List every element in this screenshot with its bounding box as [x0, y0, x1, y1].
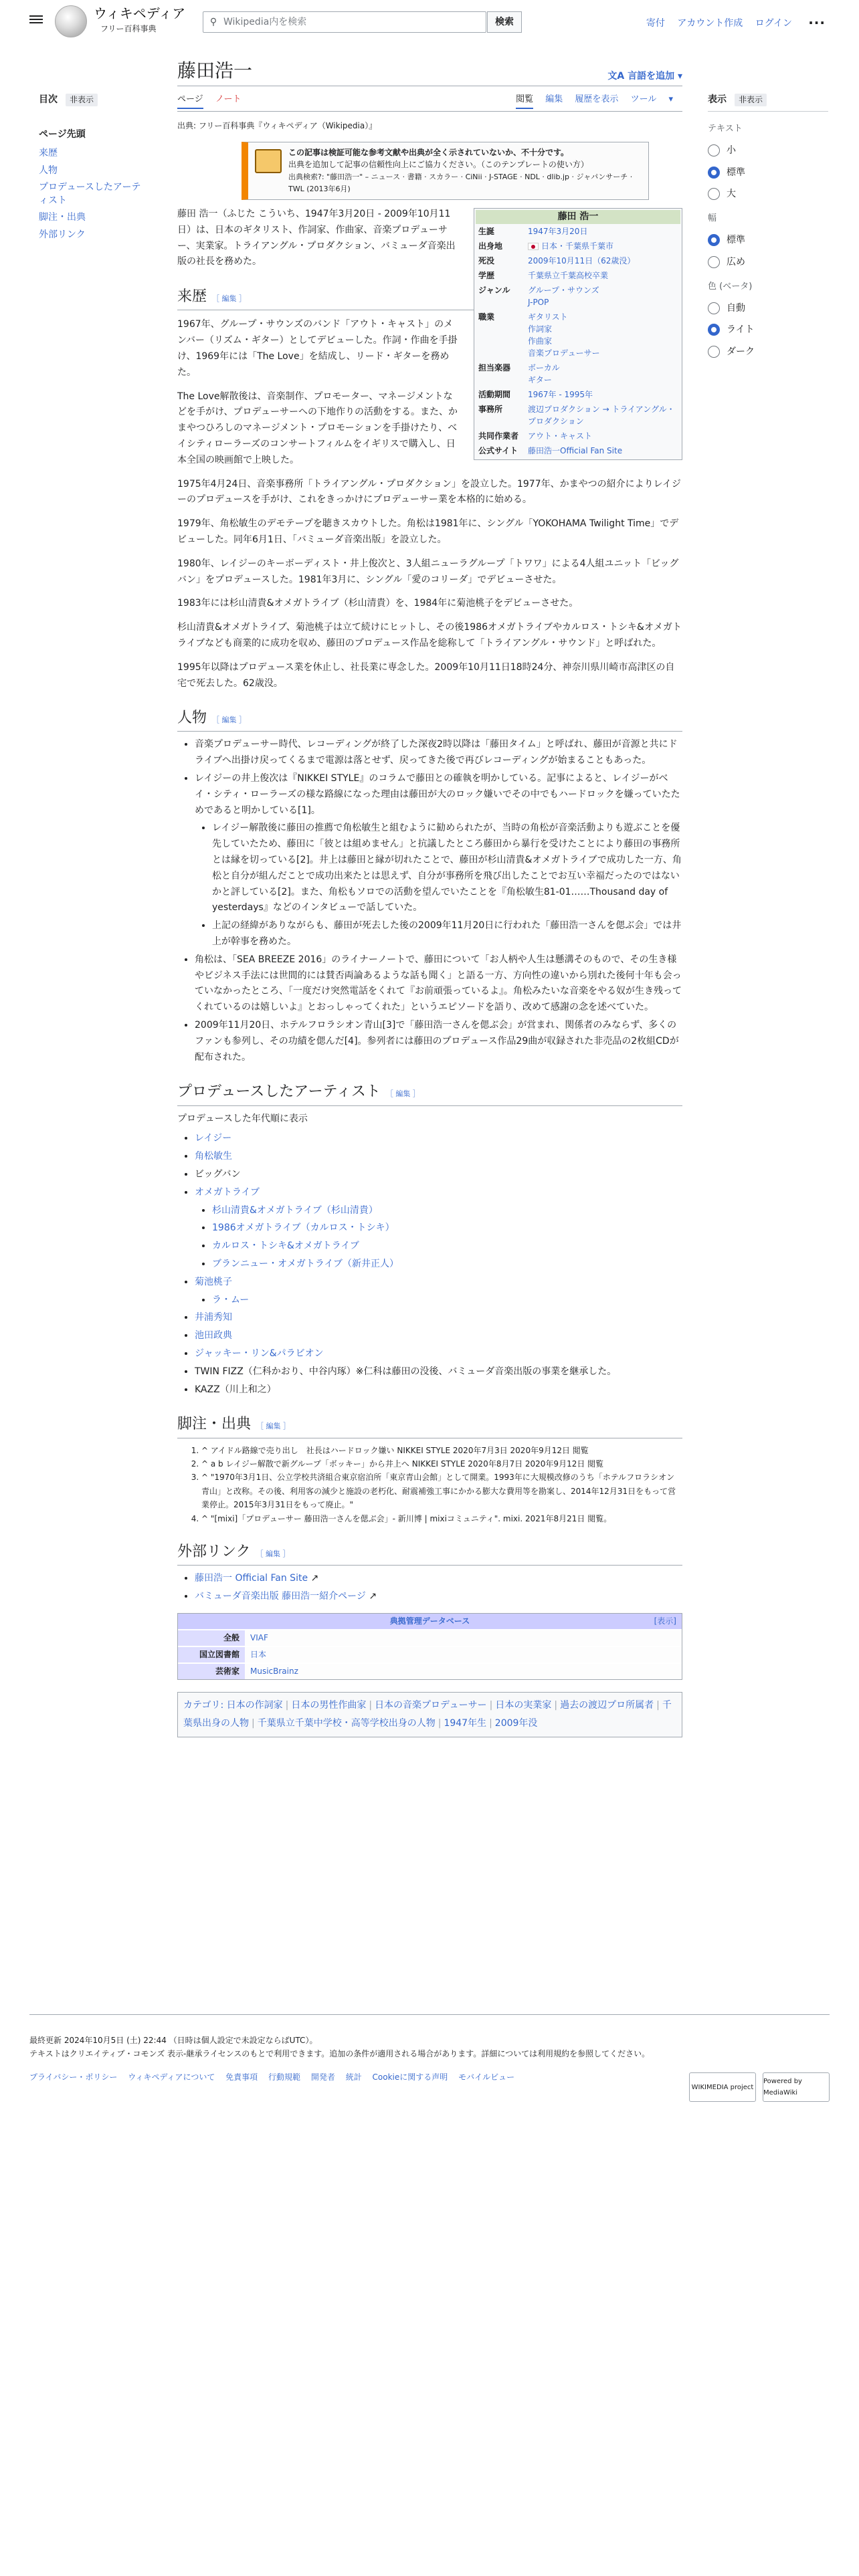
external-links-list: • 藤田浩一 Official Fan Site ↗ • バミューダ音楽出版 藤田浩一紹介ページ ↗ [195, 1571, 682, 1605]
reference-item: 3. ^ "1970年3月1日、公立学校共済組合東京宿泊所「東京青山会館」として開業。1993年に大規模改修のうち「ホテルフロラシオン青山」と改称。その後、利用客の減少と施設の老朽化、耐震補強工事にかかる膨大な費用等を勘案し、2014年12月31日をもって営業停止。2015年3月31日をもって廃止。" [201, 1471, 682, 1511]
category-link[interactable]: 過去の渡辺プロ所属者 [560, 1700, 654, 1711]
artist-link[interactable]: レイジー [195, 1133, 232, 1144]
artist-link[interactable]: ラ・ムー [212, 1294, 250, 1305]
authority-key: 全般 [178, 1630, 245, 1646]
section-heading-refs: 脚注・出典 ［ 編集 ］ [177, 1412, 682, 1438]
footer-link[interactable]: ウィキペディアについて [128, 2072, 215, 2082]
warning-sub-text: 出典を追加して記事の信頼性向上にご協力ください。（このテンプレートの使い方） [288, 159, 589, 169]
article-content [177, 59, 682, 1737]
category-link[interactable]: 日本の作詞家 [226, 1700, 283, 1711]
appearance-panel [708, 92, 828, 366]
infobox-value[interactable]: 1947年3月20日 [528, 226, 588, 236]
search-placeholder: Wikipedia内を検索 [223, 16, 307, 27]
wikipedia-logo-icon[interactable] [55, 5, 87, 37]
artists-note: プロデュースした年代順に表示 [177, 1113, 308, 1124]
tab-tools[interactable]: ツール ▾ [630, 94, 673, 104]
toc-item[interactable]: 来歴 [39, 147, 58, 158]
infobox-row [476, 443, 680, 458]
list-item: • レイジー解散後に藤田の推薦で角松敏生と組むように勧められたが、当時の角松が音楽活動よりも遊ぶことを優先していたため、藤田に「彼とは組めません」と抗議したところ藤田から暴行を受けたことにより藤田の事務所とは縁を切っている[2]。井上は藤田と縁が切れたことで、藤田が杉山清貴&オメガトライブで成功した一方、角松と自分が組んだことで成功出来たとは思えず、自分が事務所を飛び出したことでお互い幸福だったのではないかと評している[2]。また、角松もソロでの活動を望んでいたことを『角松敏生81-01……Thousand day of yesterdays』などのインタビューで話していた。 [212, 821, 682, 916]
toc-title: 目次 [39, 94, 58, 105]
source-note: 出典: フリー百科事典『ウィキペディア（Wikipedia）』 [177, 120, 377, 130]
tab-read[interactable]: 閲覧 [516, 94, 533, 109]
category-link[interactable]: 2009年没 [494, 1718, 538, 1729]
infobox-row [476, 283, 680, 310]
history-paragraph: 杉山清貴&オメガトライブ、菊池桃子は立て続けにヒットし、その後1986オメガトライブやカルロス・トシキ&オメガトライブなども商業的に成功を収め、藤田のプロデュース作品を総称して「トライアングル・サウンド」と呼ばれた。 [177, 622, 682, 649]
list-item: • レイジーの井上俊次は『NIKKEI STYLE』のコラムで藤田との確執を明かしている。記事によると、レイジーがベイ・シティ・ローラーズの様な路線になった理由は藤田が大のロック嫌いでその中でもハードロックを嫌っていたためであると明かしている[1]。 • レイジー解散後に藤田の推薦で角松敏生と組むように勧められたが、当時の角松が音楽活動よりも遊ぶことを優先していたため、藤田に「彼とは組めません」と抗議したところ藤田から暴行を受けたことにより藤田の事務所とは縁を切っている[2]。井上は藤田と縁が切れたことで、藤田が杉山清貴&オメガトライブで成功した一方、角松と自分が組んだことで成功出来たとは思えず、自分が事務所を飛び出したことでお互い幸福だったのではないかと評している[2]。また、角松もソロでの活動を望んでいたことを『角松敏生81-01……Thousand day of yesterdays』などのインタビューで話していた。 • 上記の経緯がありながらも、藤田が死去した後の2009年11月20日に行われた「藤田浩一さんを偲ぶ会」では井上が幹事を務めた。 [195, 771, 682, 950]
history-paragraph: 1995年以降はプロデュース業を休止し、社長業に専念した。2009年10月11日18時24分、神奈川県川崎市高津区の自宅で死去した。62歳没。 [177, 661, 675, 689]
edit-section-link[interactable]: ［ 編集 ］ [256, 1422, 291, 1431]
artist-link[interactable]: ジャッキー・リン&パラビオン [195, 1348, 324, 1359]
table-of-contents [39, 92, 146, 246]
edit-section-link[interactable]: ［ 編集 ］ [385, 1089, 420, 1099]
artist-item: • TWIN FIZZ（仁科かおり、中谷内琢）※仁科は藤田の没後、バミューダ音楽出版の事業を継承した。 [195, 1364, 682, 1380]
panel-title: 表示 [708, 94, 727, 105]
donate-link[interactable]: 寄付 [646, 18, 665, 29]
site-header [0, 0, 859, 44]
main-menu-icon[interactable] [29, 13, 43, 25]
width-wide-radio[interactable]: 広め [708, 255, 828, 270]
infobox-key: 生誕 [478, 226, 495, 236]
history-paragraph: 1967年、グループ・サウンズのバンド「アウト・キャスト」のメンバー（リズム・ギター）としてデビューした。作詞・作曲を手掛け、1969年には「The Love」を結成し、リード・ギターを務めた。 [177, 319, 458, 378]
infobox-value[interactable]: アウト・キャスト [528, 431, 593, 441]
add-language-button[interactable]: 文A 言語を追加 ▾ [607, 71, 682, 82]
citation-warning-box [242, 142, 649, 200]
toc-item[interactable]: 外部リンク [39, 229, 86, 240]
authority-key: 国立図書館 [178, 1646, 245, 1663]
infobox-row [476, 360, 680, 387]
artist-link[interactable]: オメガトライブ [195, 1186, 260, 1198]
infobox-key: 出身地 [478, 241, 503, 251]
toc-top-link[interactable]: ページ先頭 [39, 129, 86, 140]
search-icon: ⚲ [209, 16, 217, 27]
infobox-key: 死没 [478, 255, 495, 265]
personal-tools [637, 16, 792, 31]
infobox [474, 208, 682, 460]
text-large-radio[interactable]: 大 [708, 187, 828, 201]
toc-item[interactable]: 人物 [39, 165, 58, 176]
login-link[interactable]: ログイン [755, 18, 792, 29]
page-title: 藤田浩一 文A 言語を追加 ▾ [177, 59, 682, 86]
warning-main-text: この記事は検証可能な参考文献や出典が全く示されていないか、不十分です。 [288, 147, 569, 157]
infobox-row [476, 268, 680, 283]
category-link[interactable]: 1947年生 [444, 1718, 487, 1729]
category-box: カテゴリ: 日本の作詞家 | 日本の男性作曲家 | 日本の音楽プロデューサー | 日本の実業家 | 過去の渡辺プロ所属者 | 千葉県出身の人物 | 千葉県立千葉中学校・高等学校出身の人物 | 1947年生 | 2009年没 [177, 1692, 682, 1737]
artist-item: • KAZZ（川上和之） [195, 1382, 682, 1398]
logo-title[interactable]: ウィキペディア [94, 5, 186, 21]
infobox-key: 職業 [478, 312, 495, 322]
artist-link[interactable]: ブランニュー・オメガトライブ（新井正人） [212, 1258, 399, 1269]
text-standard-radio[interactable]: 標準 [708, 165, 828, 180]
authority-key: 芸術家 [178, 1663, 245, 1679]
infobox-key: 担当楽器 [478, 362, 511, 372]
infobox-value[interactable]: 渡辺プロダクション → トライアングル・プロダクション [528, 404, 675, 426]
text-small-radio[interactable]: 小 [708, 143, 828, 158]
warning-search-text: 出典検索?: "藤田浩一" – ニュース · 書籍 · スカラー · CiNii · J-STAGE · NDL · dlib.jp · ジャパンサーチ · TWL (2013年6月) [288, 172, 633, 194]
text-size-label: テキスト [708, 124, 743, 134]
infobox-title: 藤田 浩一 [476, 210, 680, 224]
footer-link[interactable]: Cookieに関する声明 [372, 2072, 448, 2082]
footer-link[interactable]: 免責事項 [225, 2072, 258, 2082]
category-link[interactable]: 日本の音楽プロデューサー [375, 1700, 487, 1711]
history-paragraph: The Love解散後は、音楽制作、プロモーター、マネージメントなどを手がけ、プロデューサーへの下地作りの活動をする。また、かまやつひろしのマネージメント・プロモーションを手掛けたり、ベイシティローラーズのコンサートフィルムをイギリスで購入し、日本全国の映画館で上映した。 [177, 391, 458, 465]
infobox-value[interactable]: 千葉県立千葉高校卒業 [528, 270, 609, 280]
footer-link[interactable]: 行動規範 [268, 2072, 301, 2082]
width-label: 幅 [708, 213, 717, 224]
references-list [201, 1444, 682, 1525]
reference-item: 4. ^ "[mixi]「プロデューサー 藤田浩一さんを偲ぶ会」- 新川博 | mixiコミュニティ". mixi. 2021年8月21日 閲覧。 [201, 1512, 682, 1525]
width-standard-radio[interactable]: 標準 [708, 233, 828, 247]
logo-subtitle: フリー百科事典 [100, 24, 157, 33]
book-icon [255, 149, 282, 173]
categories-label[interactable]: カテゴリ: [183, 1700, 224, 1711]
edit-section-link[interactable]: ［ 編集 ］ [256, 1549, 290, 1558]
footer-link[interactable]: 統計 [345, 2072, 362, 2082]
mediawiki-badge[interactable]: Powered by MediaWiki [763, 2072, 830, 2102]
history-paragraph: 1975年4月24日、音楽事務所「トライアングル・プロダクション」を設立した。1977年、かまやつの紹介によりレイジーのプロデュースを手がけ、これをきっかけにプロデューサー業を本格的に始める。 [177, 478, 681, 506]
infobox-table [476, 224, 680, 458]
color-auto-radio[interactable]: 自動 [708, 301, 828, 316]
section-heading-person: 人物 ［ 編集 ］ [177, 706, 682, 732]
history-paragraph: 1983年には杉山清貴&オメガトライブ（杉山清貴）を、1984年に菊池桃子をデビューさせた。 [177, 598, 579, 609]
reference-item: 2. ^ a b レイジー解散で新グループ「ボッキー」から井上へ NIKKEI STYLE 2020年8月7日 2020年9月12日 閲覧 [201, 1457, 682, 1471]
artist-link[interactable]: 1986オメガトライブ（カルロス・トシキ） [212, 1222, 395, 1234]
panel-hide-button[interactable]: 非表示 [735, 94, 767, 106]
list-item: • 音楽プロデューサー時代、レコーディングが終了した深夜2時以降は「藤田タイム」と呼ばれ、藤田が音源と共にドライブへ出掛け戻ってくるまで電源は落とせず、戻ってきた後で再びレコーディングが始まることもあった。 [195, 737, 682, 769]
infobox-row [476, 429, 680, 443]
infobox-key: 活動期間 [478, 389, 511, 399]
create-account-link[interactable]: アカウント作成 [677, 18, 743, 29]
color-light-radio[interactable]: ライト [708, 322, 828, 337]
infobox-key: 学歴 [478, 270, 495, 280]
search-input[interactable] [203, 11, 486, 33]
edit-section-link[interactable]: ［ 編集 ］ [212, 294, 247, 304]
footer-link[interactable]: プライバシー・ポリシー [29, 2072, 118, 2082]
history-paragraph: 1979年、角松敏生のデモテープを聴きスカウトした。角松は1981年に、シングル「YOKOHAMA Twilight Time」でデビューした。同年6月1日、「バミューダ音楽出版」を設立した。 [177, 518, 679, 545]
category-link[interactable]: 日本の男性作曲家 [291, 1700, 367, 1711]
license-text: テキストはクリエイティブ・コモンズ 表示-継承ライセンスのもとで利用できます。追加の条件が適用される場合があります。詳細については利用規約を参照してください。 [29, 2049, 650, 2059]
history-paragraph: 1980年、レイジーのキーボーディスト・井上俊次と、3人組ニューラグループ「トワワ」による4人組ユニット「ビッグバン」をプロデュースした。1981年3月に、シングル「愛のコリーダ」でデビューさせた。 [177, 558, 679, 585]
intro-paragraph: 藤田 浩一（ふじた こういち、1947年3月20日 - 2009年10月11日）は、日本のギタリスト、作詞家、作曲家、音楽プロデューサー、実業家。トライアングル・プロダクション、バミューダ音楽出版の社長を務めた。 [177, 208, 456, 267]
artist-link[interactable]: 井浦秀知 [195, 1312, 232, 1323]
artist-link[interactable]: カルロス・トシキ&オメガトライブ [212, 1241, 359, 1252]
artist-link[interactable]: 菊池桃子 [195, 1276, 232, 1287]
artist-link[interactable]: 角松敏生 [195, 1151, 232, 1162]
artist-link[interactable]: 杉山清貴&オメガトライブ（杉山清貴） [212, 1204, 378, 1216]
tab-page[interactable]: ページ [177, 94, 203, 109]
toc-item[interactable]: プロデュースしたアーティスト [39, 182, 141, 206]
page-tabs [177, 93, 682, 112]
infobox-value[interactable]: 藤田浩一Official Fan Site [528, 445, 623, 455]
footer-link[interactable]: モバイルビュー [458, 2072, 515, 2082]
external-link[interactable]: バミューダ音楽出版 藤田浩一紹介ページ [195, 1590, 366, 1602]
infobox-row [476, 402, 680, 429]
person-list [195, 737, 682, 1065]
toc-item[interactable]: 脚注・出典 [39, 212, 86, 223]
authority-link[interactable]: MusicBrainz [250, 1667, 298, 1677]
section-heading-history: 来歴 ［ 編集 ］ [177, 285, 682, 310]
infobox-value[interactable]: 1967年 - 1995年 [528, 389, 593, 399]
infobox-value[interactable]: グループ・サウンズ J-POP [528, 285, 599, 307]
infobox-value[interactable]: ギタリスト 作詞家 作曲家 音楽プロデューサー [528, 312, 600, 358]
infobox-row [476, 253, 680, 268]
authority-control-box [177, 1613, 682, 1681]
external-link[interactable]: 藤田浩一 Official Fan Site [195, 1573, 308, 1584]
infobox-row [476, 239, 680, 253]
list-item: • 角松は、「SEA BREEZE 2016」のライナーノートで、藤田について「お人柄や人生は懸溝そのもので、その生き様やビジネス手法には世間的には賛否両論あるような話も聞く」と語る一方、方向性の違いから別れた後何十年も会っていなかったところ、「一度だけ突然電話をくれて『お前頑張っているよ』。角松みたいな音楽をやる奴が生き残ってくれているのは嬉しいよ』とおっしゃってくれた」というエピソードを語り、改めて感謝の念を述べていた。 [195, 952, 682, 1016]
tab-edit[interactable]: 編集 [545, 94, 563, 104]
infobox-key: ジャンル [478, 285, 510, 295]
page-footer [29, 2014, 830, 2097]
more-options-icon[interactable]: ··· [808, 15, 826, 31]
infobox-value[interactable]: 日本・千葉県千葉市 [525, 239, 680, 253]
wikimedia-badge[interactable]: WIKIMEDIA project [689, 2072, 756, 2102]
list-item: • 上記の経緯がありながらも、藤田が死去した後の2009年11月20日に行われた「藤田浩一さんを偲ぶ会」では井上が幹事を務めた。 [212, 918, 682, 950]
category-link[interactable]: 千葉県立千葉中学校・高等学校出身の人物 [257, 1718, 436, 1729]
edit-section-link[interactable]: ［ 編集 ］ [212, 716, 247, 725]
infobox-row [476, 224, 680, 239]
japan-flag-icon [528, 243, 539, 250]
authority-link[interactable]: 日本 [250, 1650, 267, 1660]
last-updated: 最終更新 2024年10月5日 (土) 22:44 （日時は個人設定で未設定ならばUTC）。 [29, 2036, 318, 2045]
category-link[interactable]: 千葉県出身の人物 [183, 1700, 672, 1729]
authority-title[interactable]: 典拠管理データベース [389, 1616, 470, 1626]
artist-link[interactable]: 池田政典 [195, 1330, 232, 1341]
list-item: • 2009年11月20日、ホテルフロラシオン青山[3]で「藤田浩一さんを偲ぶ会」が営まれ、関係者のみならず、多くのファンも参列し、その功績を偲んだ[4]。参列者には藤田のプロデュース作品29曲が収録された非売品の2枚組CDが配布された。 [195, 1018, 682, 1065]
infobox-key: 共同作業者 [478, 431, 519, 441]
category-link[interactable]: 日本の実業家 [495, 1700, 552, 1711]
tab-history[interactable]: 履歴を表示 [575, 94, 619, 104]
section-heading-artists: プロデュースしたアーティスト ［ 編集 ］ [177, 1080, 682, 1105]
infobox-row [476, 310, 680, 360]
authority-link[interactable]: VIAF [250, 1632, 268, 1642]
infobox-row [476, 387, 680, 402]
color-dark-radio[interactable]: ダーク [708, 344, 828, 359]
section-heading-links: 外部リンク ［ 編集 ］ [177, 1540, 682, 1566]
infobox-key: 事務所 [478, 404, 503, 414]
artist-item: • ビッグバン [195, 1167, 682, 1183]
artists-list [195, 1131, 682, 1398]
tab-talk[interactable]: ノート [215, 94, 242, 104]
reference-item: 1. ^ アイドル路線で売り出し 社長はハードロック嫌い NIKKEI STYLE 2020年7月3日 2020年9月12日 閲覧 [201, 1444, 682, 1457]
footer-link[interactable]: 開発者 [310, 2072, 335, 2082]
authority-toggle[interactable]: [表示] [654, 1616, 676, 1626]
infobox-value[interactable]: 2009年10月11日（62歳没） [528, 255, 636, 265]
toc-hide-button[interactable]: 非表示 [66, 94, 98, 106]
color-label: 色 (ベータ) [708, 281, 753, 292]
infobox-key: 公式サイト [478, 445, 518, 455]
infobox-value[interactable]: ボーカル ギター [528, 362, 560, 385]
search-button[interactable]: 検索 [487, 11, 522, 33]
